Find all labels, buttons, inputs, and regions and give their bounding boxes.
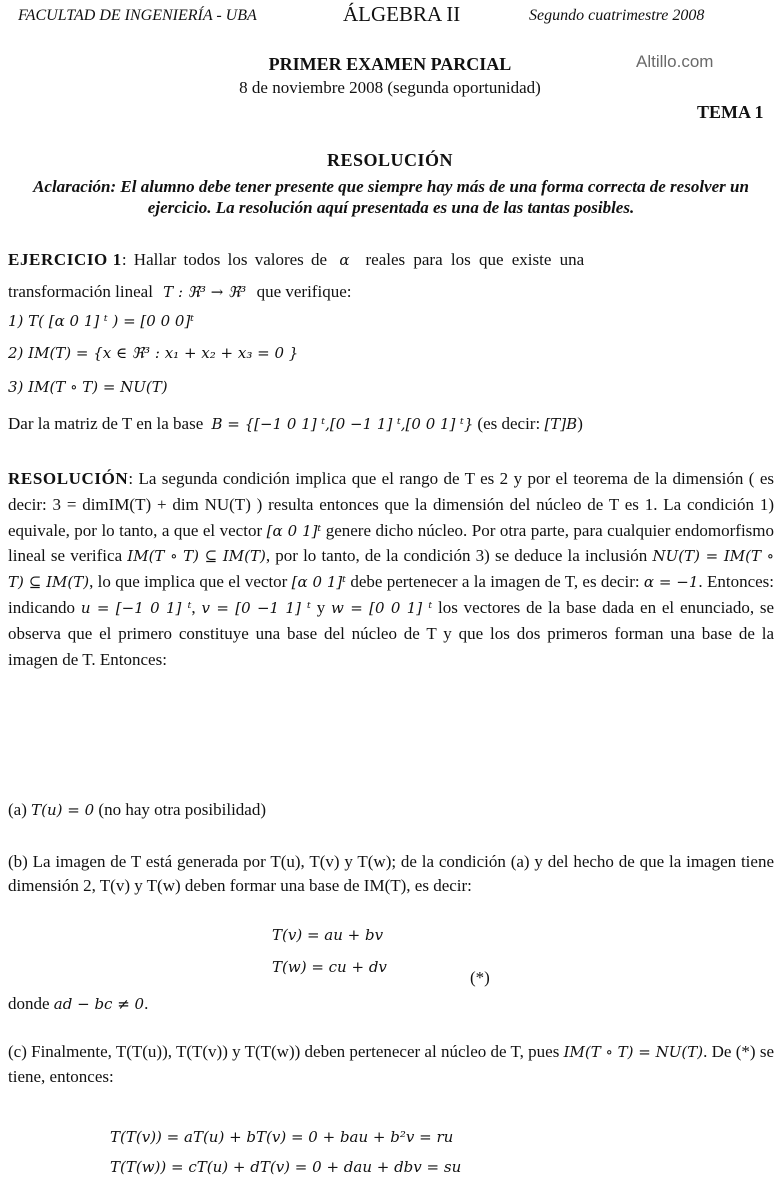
equation-reference: (*) [470,968,490,987]
tema-label: TEMA 1 [697,102,764,122]
matrix-text-a: Dar la matriz de T en la base [8,414,204,433]
alpha-symbol: α [339,251,350,269]
exercise-text-a: : Hallar todos los valores de [121,250,328,269]
part-c-equation-2: T(T(w)) = cT(u) + dT(v) = 0 + dau + dbv = su [110,1158,462,1176]
part-c-text [8,1040,774,1089]
v-definition: v = [0 −1 1] ᵗ [201,599,311,618]
alpha-value: α = −1 [643,573,699,592]
exam-date: 8 de noviembre 2008 (segunda oportunidad) [239,78,541,97]
part-c-equation-1: T(T(v)) = aT(u) + bT(v) = 0 + bau + b²v = ru [110,1128,454,1146]
watermark: Altillo.com [636,52,714,71]
determinant-condition [8,994,148,1014]
term-header: Segundo cuatrimestre 2008 [529,7,705,24]
resolution-label: RESOLUCIÓN [8,469,129,488]
exam-title: PRIMER EXAMEN PARCIAL [268,54,512,74]
inclusion-2: NU(T) = IM(T ∘ T) ⊆ IM(T) [8,547,775,592]
matrix-text-c: ) [577,414,583,433]
exercise-text-b: reales para los que existe una [365,250,585,269]
part-c-text-2: . De (*) se tiene, entonces: [8,1042,774,1086]
exercise-line-2 [8,282,351,302]
where-label: donde [8,994,50,1013]
course-header: ÁLGEBRA II [343,2,461,26]
inclusion-1: IM(T ∘ T) ⊆ IM(T) [127,547,266,566]
determinant-period: . [144,994,149,1013]
condition-3: 3) IM(T ∘ T) = NU(T) [8,378,168,396]
part-a-note: (no hay otra posibilidad) [98,800,267,819]
basis-formula: B = {[−1 0 1] ᵗ,[0 −1 1] ᵗ,[0 0 1] ᵗ} [211,415,474,433]
u-definition: u = [−1 0 1] ᵗ [80,599,192,618]
exercise-text-c: transformación lineal [8,282,153,301]
matrix-text-b: (es decir: [477,414,541,433]
part-b-equation-1: T(v) = au + bv [272,926,384,944]
w-definition: w = [0 0 1] ᵗ [331,599,433,618]
part-a-label: (a) [8,800,27,819]
part-b-equation-2: T(w) = cu + dv [272,958,387,976]
resolution-heading: RESOLUCIÓN [326,150,454,170]
resolution-text-2: genere dicho núcleo. Por otra parte, para cualquier endomorfismo lineal se verifica [8,520,775,566]
part-c-text-1: (c) Finalmente, T(T(u)), T(T(v)) y T(T(w)) deben pertenecer al núcleo de T, pues [8,1042,560,1061]
resolution-text-3: , por lo tanto, de la condición 3) se deduce la inclusión [265,546,648,566]
part-a-equation: T(u) = 0 [31,801,95,819]
condition-1: 1) T( [α 0 1] ᵗ ) = [0 0 0]ᵗ [8,312,195,330]
resolution-text-8: los vectores de la base dada en el enunciado, se observa que el primero constituye una base del núcleo de T y que los dos primeros forman una base de la imagen de T. Entonces: [8,598,775,669]
matrix-request [8,414,583,434]
map-formula: T : ℜ³ → ℜ³ [163,283,247,301]
alpha-vector: [α 0 1]ᵗ [266,521,322,540]
condition-2: 2) IM(T) = {x ∈ ℜ³ : x₁ + x₂ + x₃ = 0 } [8,344,299,362]
resolution-text-1: : La segunda condición implica que el rango de T es 2 y por el teorema de la dimensión ( es decir: 3 = dimIM(T) + dim NU(T) ) resulta entonces que la dimensión del núcleo de T es 1. La condición 1) equivale, por lo tanto, a que el vector [8,469,774,540]
resolution-text-6: . Entonces: indicando [8,572,775,618]
alpha-vector-2: [α 0 1]ᵗ [291,573,346,592]
clarification-note: Aclaración: El alumno debe tener presente que siempre hay más de una forma correcta de resolver un ejercicio. La resolución aquí presentada es una de las tantas posibles. [33,177,749,218]
part-a [8,800,266,820]
exercise-label: EJERCICIO 1 [8,250,122,269]
part-b-text: (b) La imagen de T está generada por T(u), T(v) y T(w); de la condición (a) y del hecho de que la imagen tiene dimensión 2, T(v) y T(w) deben formar una base de IM(T), es decir: [8,852,774,895]
resolution-text-5: debe pertenecer a la imagen de T, es decir: [350,572,640,592]
exercise-text-d: que verifique: [256,282,352,301]
determinant-formula: ad − bc ≠ 0 [53,995,145,1013]
exercise-line-1 [8,250,584,270]
resolution-text-4: , lo que implica que el vector [89,572,288,592]
matrix-symbol: [T]B [544,415,578,433]
part-c-inline-eq: IM(T ∘ T) = NU(T) [563,1043,704,1061]
resolution-paragraph: RESOLUCIÓN: La segunda condición implica que el rango de T es 2 y por el teorema de la dimensión ( es decir: 3 = dimIM(T) + dim NU(T) ) resulta entonces que la dimensión del núcleo de T es 1. La condición 1) equivale, por lo tanto, a que el vector [α 0 1]ᵗ genere dicho núcleo. Por otra parte, para cualquier endomorfismo lineal se verifica IM(T ∘ T) ⊆ IM(T), por lo tanto, de la condición 3) se deduce la inclusión NU(T) = IM(T ∘ T) ⊆ IM(T), lo que implica que el vector [α 0 1]ᵗ debe pertenecer a la imagen de T, es decir: α = −1. Entonces: indicando u = [−1 0 1] ᵗ, v = [0 −1 1] ᵗ y w = [0 0 1] ᵗ los vectores de la base dada en el enunciado, se observa que el primero constituye una base del núcleo de T y que los dos primeros forman una base de la imagen de T. Entonces: [8,469,775,669]
faculty-header: FACULTAD DE INGENIERÍA - UBA [18,7,257,24]
resolution-text-7: y [316,598,326,618]
